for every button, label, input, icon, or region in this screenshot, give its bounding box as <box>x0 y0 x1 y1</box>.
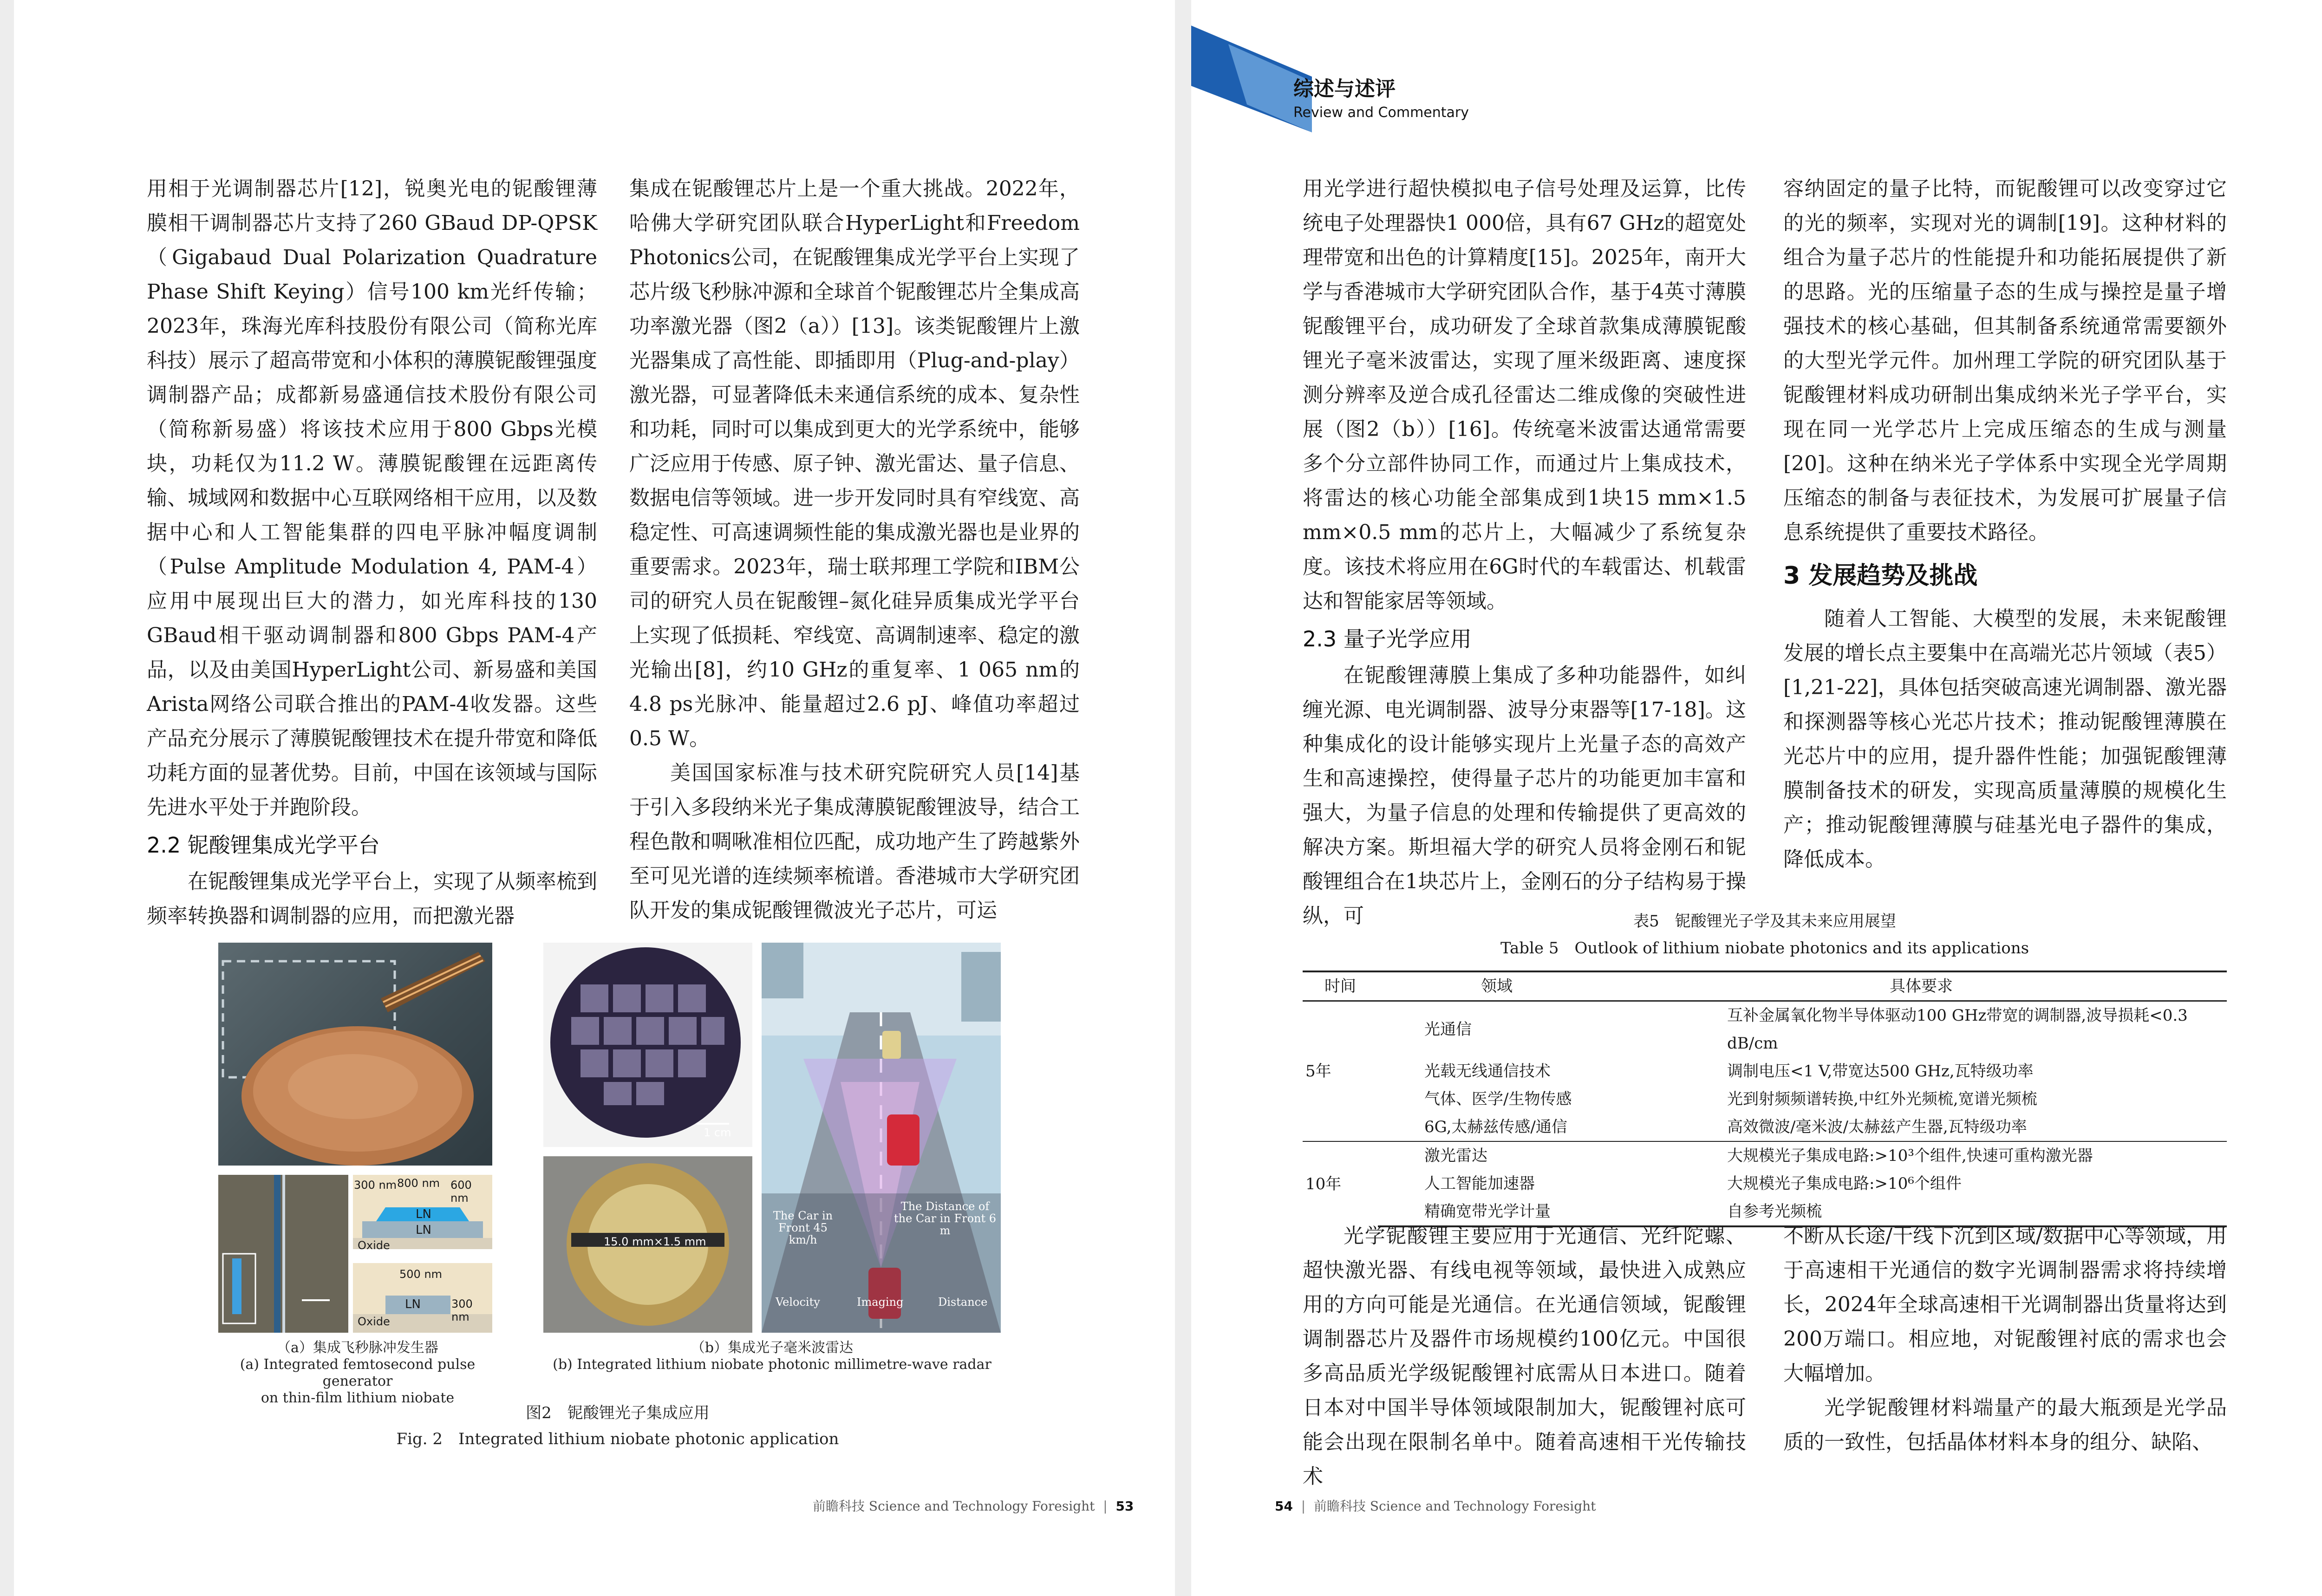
table-5 <box>1303 971 2227 1227</box>
table-cell: 激光雷达 <box>1378 1141 1616 1170</box>
footer-right: 54 | 前瞻科技 Science and Technology Foresight <box>1275 1498 1596 1514</box>
figure-2 <box>218 943 1017 1472</box>
table-cell-time: 5年 <box>1305 1062 1331 1081</box>
paragraph: 用相于光调制器芯片[12]，锐奥光电的铌酸锂薄膜相干调制器芯片支持了260 GBaud DP-QPSK（Gigabaud Dual Polarization Quadrature Phase Shift Keying）信号100 km光纤传输；2023年，珠海光库科技股份有限公司（简称光库科技）展示了超高带宽和小体积的薄膜铌酸锂强度调制器产品；成都新易盛通信技术股份有限公司（简称新易盛）将该技术应用于800 Gbps光模块，功耗仅为11.2 W。薄膜铌酸锂在远距离传输、城域网和数据中心互联网络相干应用，以及数据中心和人工智能集群的四电平脉冲幅度调制（Pulse Amplitude Modulation 4, PAM-4）应用中展现出巨大的潜力，如光库科技的130 GBaud相干驱动调制器和800 Gbps PAM-4产品，以及由美国HyperLight公司、新易盛和美国Arista网络公司联合推出的PAM-4收发器。这些产品充分展示了薄膜铌酸锂技术在提升带宽和降低功耗方面的显著优势。目前，中国在该领域与国际先进水平处于并跑阶段。 <box>147 177 597 819</box>
table-title-cn: 表5 铌酸锂光子学及其未来应用展望 <box>1633 912 1896 931</box>
table-header: 时间 <box>1303 971 1378 1001</box>
table-cell-time: 10年 <box>1303 1141 1378 1226</box>
table-row <box>1303 1001 2227 1058</box>
radar-distance-label: The Distance of the Car in Front 6 m <box>894 1200 997 1237</box>
figure-caption <box>218 1400 1017 1452</box>
outlook-table <box>1303 971 2227 1227</box>
paragraph: 美国国家标准与技术研究院研究人员[14]基于引入多段纳米光子集成薄膜铌酸锂波导，结合工程色散和啁啾准相位匹配，成功地产生了跨越紫外至可见光谱的连续频率梳谱。香港城市大学研究团队开发的集成铌酸锂微波光子芯片，可运 <box>629 761 1080 922</box>
chip-on-coin-photo <box>543 1156 752 1333</box>
right-column-2 <box>1783 172 2227 877</box>
subcaption-a-en: on thin-film lithium niobate <box>261 1390 455 1406</box>
dim-label: 800 nm <box>397 1177 440 1190</box>
left-page <box>14 0 1175 1596</box>
layer-label: LN <box>416 1223 431 1237</box>
paragraph: 用光学进行超快模拟电子信号处理及运算，比传统电子处理器快1 000倍，具有67 GHz的超宽处理带宽和出色的计算精度[15]。2025年，南开大学与香港城市大学研究团队合作，基于4英寸薄膜铌酸锂平台，成功研发了全球首款集成薄膜铌酸锂光子毫米波雷达，实现了厘米级距离、速度探测分辨率及逆合成孔径雷达二维成像的突破性进展（图2（b））[16]。传统毫米波雷达通常需要多个分立部件协同工作，而通过片上集成技术，将雷达的核心功能全部集成到1块15 mm×1.5 mm×0.5 mm的芯片上，大幅减少了系统复杂度。该技术将应用在6G时代的车载雷达、机载雷达和智能家居等领域。 <box>1303 177 1746 613</box>
table-title-en: Table 5 Outlook of lithium niobate photonics and its applications <box>1500 939 2029 958</box>
paragraph: 在铌酸锂集成光学平台上，实现了从频率梳到频率转换器和调制器的应用，而把激光器 <box>147 870 597 928</box>
table-cell: 光载无线通信技术 <box>1424 1062 1551 1081</box>
table-cell: 光通信 <box>1424 1020 1472 1039</box>
dim-label: 300 nm <box>451 1297 473 1323</box>
microscope-image <box>218 1175 348 1333</box>
subcaption-b <box>543 1340 1001 1373</box>
paragraph: 光学铌酸锂材料端量产的最大瓶颈是光学品质的一致性，包括晶体材料本身的组分、缺陷、 <box>1783 1396 2227 1454</box>
table-cell: 大规模光子集成电路:>10³个组件,快速可重构激光器 <box>1616 1141 2227 1170</box>
table-header: 领域 <box>1378 971 1616 1001</box>
table-cell: 光到射频频谱转换,中红外光频梳,宽谱光频梳 <box>1727 1090 2037 1108</box>
table-cell: 人工智能加速器 <box>1424 1174 1535 1193</box>
paragraph: 集成在铌酸锂芯片上是一个重大挑战。2022年，哈佛大学研究团队联合HyperLight和Freedom Photonics公司，在铌酸锂集成光学平台上实现了芯片级飞秒脉冲源和全球首个铌酸锂芯片全集成高功率激光器（图2（a））[13]。该类铌酸锂片上激光器集成了高性能、即插即用（Plug-and-play）激光器，可显著降低未来通信系统的成本、复杂性和功耗，同时可以集成到更大的光学系统中，能够广泛应用于传感、原子钟、激光雷达、量子信息、数据电信等领域。进一步开发同时具有窄线宽、高稳定性、可高速调频性能的集成激光器也是业界的重要需求。2023年，瑞士联邦理工学院和IBM公司的研究人员在铌酸锂–氮化硅异质集成光学平台上实现了低损耗、窄线宽、高调制速率、稳定的激光输出[8]，约10 GHz的重复率、1 065 nm的4.8 ps光脉冲、能量超过2.6 pJ、峰值功率超过0.5 W。 <box>629 177 1080 750</box>
table-cell: 6G,太赫兹传感/通信 <box>1424 1118 1567 1136</box>
table-caption <box>1303 908 2227 962</box>
dim-label: 300 nm <box>354 1179 397 1192</box>
chip-size-label: 15.0 mm×1.5 mm <box>604 1235 706 1248</box>
right-column-1 <box>1303 172 1746 933</box>
table-row <box>1303 1170 2227 1198</box>
subcaption-a-en: (a) Integrated femtosecond pulse generator <box>240 1356 476 1389</box>
radar-imaging-label: Imaging <box>857 1296 904 1309</box>
table-row <box>1303 1141 2227 1170</box>
right-bottom-column-1 <box>1303 1219 1746 1494</box>
table-row <box>1303 1113 2227 1141</box>
coin-chip-photo <box>218 943 492 1166</box>
section-heading-2-3: 2.3 量子光学应用 <box>1303 626 1472 651</box>
subcaption-a-cn: （a）集成飞秒脉冲发生器 <box>277 1340 438 1356</box>
section-heading-2-2: 2.2 铌酸锂集成光学平台 <box>147 833 380 858</box>
paragraph: 在铌酸锂薄膜上集成了多种功能器件，如纠缠光源、电光调制器、波导分束器等[17-18]。这种集成化的设计能够实现片上光量子态的高效产生和高速操控，使得量子芯片的功能更加丰富和强大，为量子信息的处理和传输提供了更高效的解决方案。斯坦福大学的研究人员将金刚石和铌酸锂组合在1块芯片上，金刚石的分子结构易于操纵，可 <box>1303 664 1746 928</box>
radar-velocity-label: Velocity <box>776 1296 820 1309</box>
page-number: 53 <box>1115 1498 1134 1514</box>
table-cell: 气体、医学/生物传感 <box>1424 1090 1572 1108</box>
table-cell: 高效微波/毫米波/太赫兹产生器,瓦特级功率 <box>1727 1118 2027 1136</box>
paragraph: 光学铌酸锂主要应用于光通信、光纤陀螺、超快激光器、有线电视等领域，最快进入成熟应用的方向可能是光通信。在光通信领域，铌酸锂调制器芯片及器件市场规模约100亿元。中国很多高品质光学级铌酸锂衬底需从日本进口。随着日本对中国半导体领域限制加大，铌酸锂衬底可能会出现在限制名单中。随着高速相干光传输技术 <box>1303 1224 1746 1488</box>
table-cell: 调制电压<1 V,带宽达500 GHz,瓦特级功率 <box>1727 1062 2034 1081</box>
paragraph: 随着人工智能、大模型的发展，未来铌酸锂发展的增长点主要集中在高端光芯片领域（表5）[1,21-22]，具体包括突破高速光调制器、激光器和探测器等核心光芯片技术；推动铌酸锂薄膜在光芯片中的应用，提升器件性能；加强铌酸锂薄膜制备技术的研发，实现高质量薄膜的规模化生产；推动铌酸锂薄膜与硅基光电子器件的集成，降低成本。 <box>1783 607 2227 871</box>
section-banner <box>1191 26 1469 134</box>
journal-name: 前瞻科技 Science and Technology Foresight <box>813 1498 1095 1514</box>
paragraph: 容纳固定的量子比特，而铌酸锂可以改变穿过它的光的频率，实现对光的调制[19]。这种材料的组合为量子芯片的性能提升和功能拓展提供了新的思路。光的压缩量子态的生成与操控是量子增强技术的核心基础，但其制备系统通常需要额外的大型光学元件。加州理工学院的研究团队基于铌酸锂材料成功研制出集成纳米光子学平台，实现在同一光学芯片上完成压缩态的生成与测量[20]。这种在纳米光子学体系中实现全光学周期压缩态的制备与表征技术，为发展可扩展量子信息系统提供了重要技术路径。 <box>1783 177 2227 544</box>
banner-title-cn: 综述与述评 <box>1293 77 1396 101</box>
dim-label: 500 nm <box>399 1268 443 1281</box>
table-cell: 精确宽带光学计量 <box>1378 1198 1616 1226</box>
figure-title-en: Fig. 2 Integrated lithium niobate photonic application <box>396 1430 839 1448</box>
footer-left: 前瞻科技 Science and Technology Foresight | 53 <box>813 1498 1134 1514</box>
table-row <box>1303 1085 2227 1113</box>
radar-road-scene <box>762 943 1001 1333</box>
dim-label: 600 nm <box>450 1179 472 1205</box>
table-cell: 互补金属氧化物半导体驱动100 GHz带宽的调制器,波导损耗<0.3 dB/cm <box>1727 1006 2188 1053</box>
wafer-photo <box>543 943 752 1147</box>
subcaption-b-en: (b) Integrated lithium niobate photonic millimetre-wave radar <box>553 1356 991 1373</box>
figure-title-cn: 图2 铌酸锂光子集成应用 <box>526 1404 710 1422</box>
subcaption-b-cn: （b）集成光子毫米波雷达 <box>691 1340 854 1356</box>
radar-front-car-label: The Car in Front 45 km/h <box>773 1209 833 1246</box>
subcaption-a <box>218 1340 497 1407</box>
section-heading-3: 3 发展趋势及挑战 <box>1783 562 1978 590</box>
right-bottom-column-2 <box>1783 1219 2227 1459</box>
scale-label: 1 cm <box>704 1126 731 1139</box>
layer-label: LN <box>416 1207 431 1221</box>
page-number: 54 <box>1275 1498 1293 1514</box>
journal-name: 前瞻科技 Science and Technology Foresight <box>1314 1498 1596 1514</box>
left-column-1 <box>147 172 597 933</box>
paragraph: 不断从长途/干线下沉到区域/数据中心等领域，用于高速相干光通信的数字光调制器需求将持续增长，2024年全球高速相干光调制器出货量将达到200万端口。相应地，对铌酸锂衬底的需求也会大幅增加。 <box>1783 1224 2227 1385</box>
right-page <box>1191 0 2322 1596</box>
radar-distance-mode-label: Distance <box>938 1296 988 1309</box>
waveguide-diagram <box>353 1175 492 1333</box>
table-row <box>1303 1057 2227 1085</box>
layer-label: LN <box>405 1297 421 1311</box>
layer-label: Oxide <box>358 1239 390 1252</box>
table-header: 具体要求 <box>1616 971 2227 1001</box>
layer-label: Oxide <box>358 1315 390 1328</box>
table-cell: 大规模光子集成电路:>10⁶个组件 <box>1727 1174 1962 1193</box>
table-cell: 自参考光频梳 <box>1616 1198 2227 1226</box>
banner-title-en: Review and Commentary <box>1293 104 1469 121</box>
left-column-2 <box>629 172 1080 928</box>
